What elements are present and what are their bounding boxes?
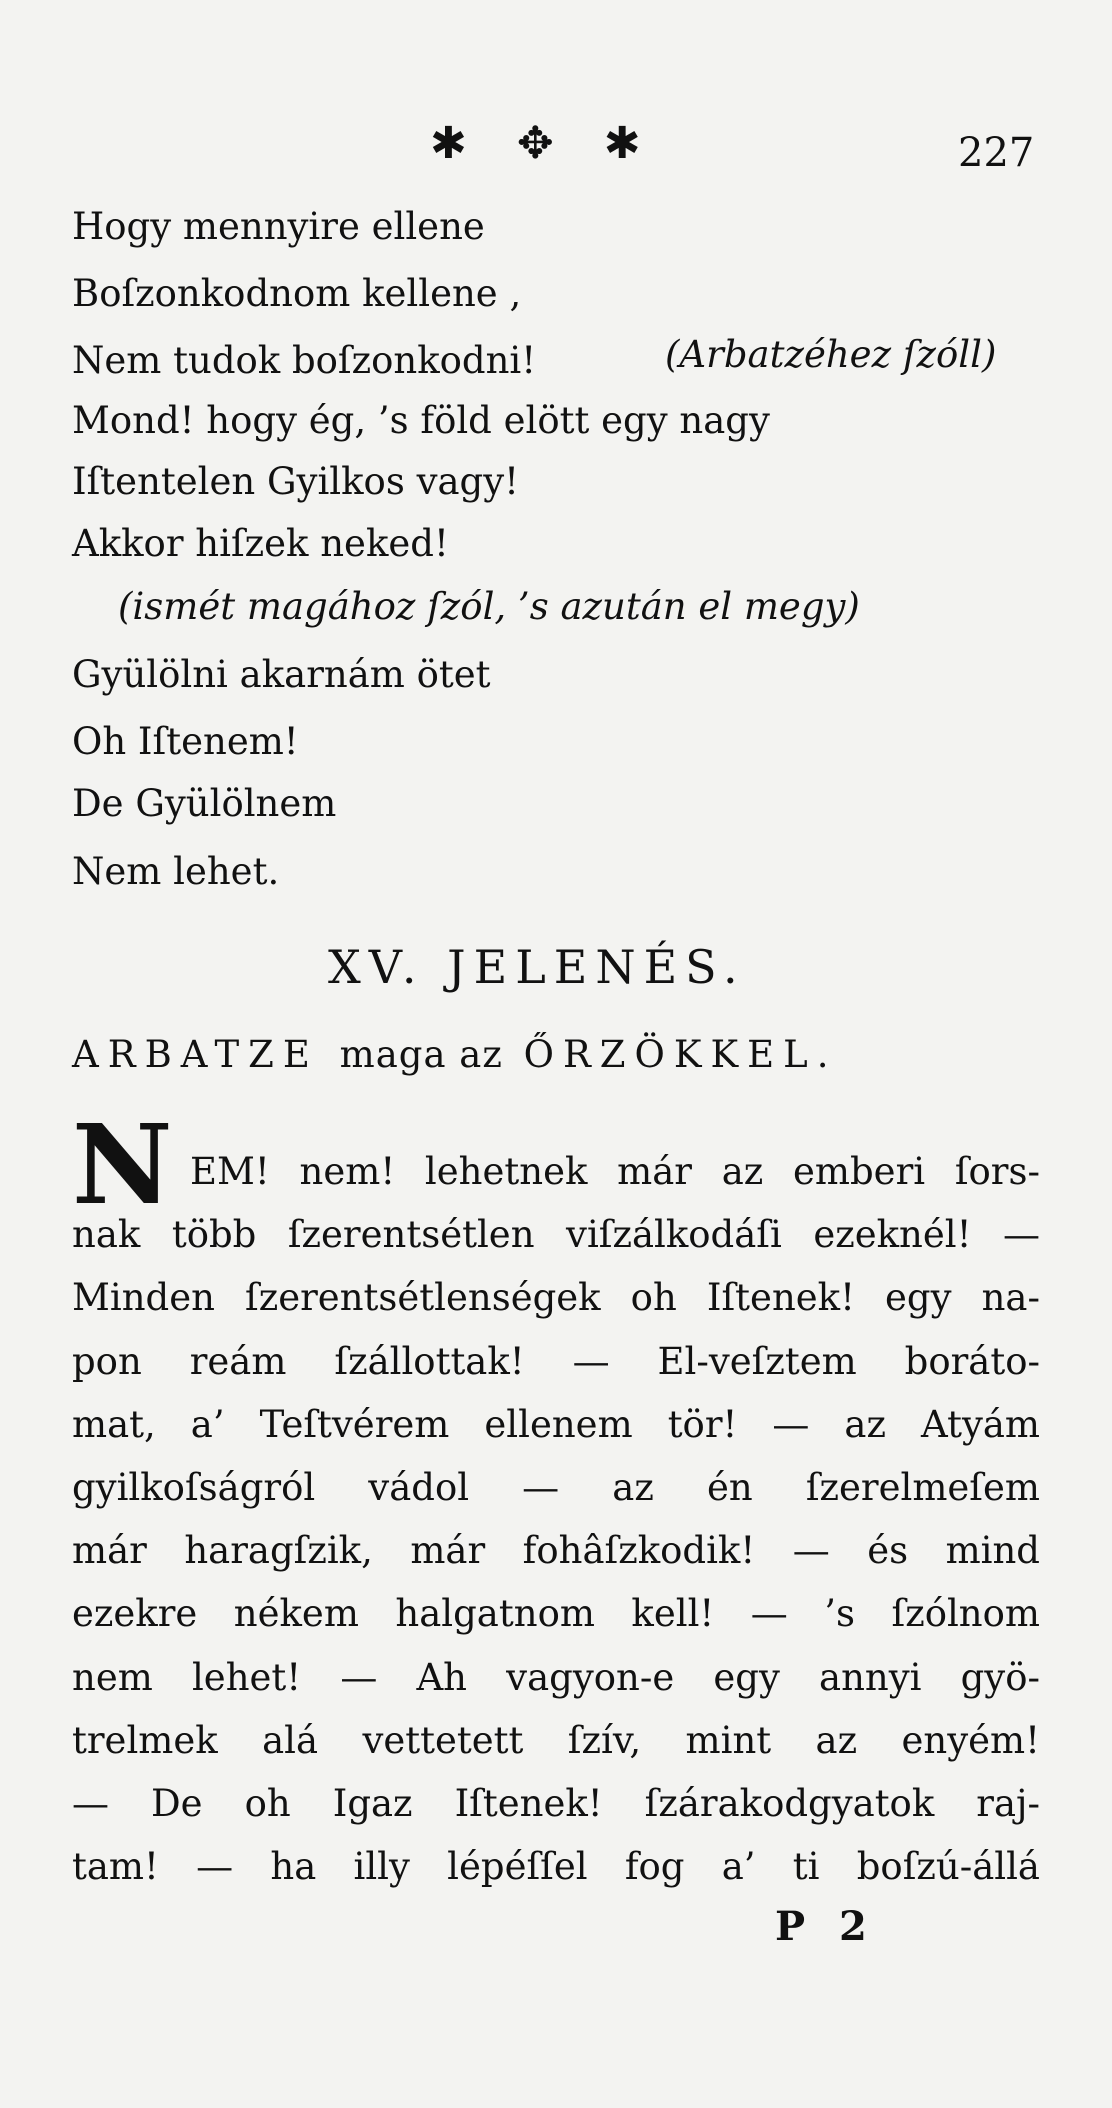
verse-line: Hogy mennyire ellene [72, 205, 485, 248]
verse-line: Akkor hiſzek neked! [72, 522, 449, 565]
drop-cap: N [72, 1100, 173, 1229]
verse-line: Boſzonkodnom kellene , [72, 272, 522, 315]
verse-line: Oh Iſtenem! [72, 720, 299, 763]
verse-line: Nem lehet. [72, 850, 280, 893]
prose-line: pon reám ſzállottak! — El-veſztem boráto- [72, 1340, 1040, 1383]
prose-line: tam! — ha illy lépéſſel fog a’ ti boſzú-állá [72, 1845, 1040, 1888]
page-number: 227 [958, 130, 1035, 176]
stage-direction: (Arbatzéhez ſzóll) [665, 333, 997, 376]
prose-line: EM! nem! lehetnek már az emberi ſors- [190, 1150, 1040, 1193]
character-name: ARBATZE [72, 1033, 319, 1076]
prose-line: — De oh Igaz Iſtenek! ſzárakodgyatok raj- [72, 1782, 1040, 1825]
prose-line: trelmek alá vettetett ſzív, mint az enyém! [72, 1719, 1040, 1762]
prose-line: nak több ſzerentsétlen viſzálkodáſi ezeknél! — [72, 1213, 1040, 1256]
verse-line: Mond! hogy ég, ’s föld elött egy nagy [72, 399, 770, 442]
verse-line: Nem tudok boſzonkodni! [72, 339, 537, 382]
scene-heading: XV. JELENÉS. [328, 940, 746, 994]
character-connector: maga az [339, 1033, 503, 1076]
verse-line: Iſtentelen Gyilkos vagy! [72, 460, 519, 503]
verse-line: De Gyülölnem [72, 782, 337, 825]
prose-line: gyilkoſságról vádol — az én ſzerelmeſem [72, 1466, 1040, 1509]
stage-direction: (ismét magához ſzól, ’s azután el megy) [118, 585, 860, 628]
prose-line: már haragſzik, már fohâſzkodik! — és mind [72, 1529, 1040, 1572]
prose-line: nem lehet! — Ah vagyon-e egy annyi gyö- [72, 1656, 1040, 1699]
character-name: ŐRZÖKKEL. [523, 1033, 838, 1076]
signature-mark: P 2 [775, 1903, 877, 1950]
prose-line: Minden ſzerentsétlenségek oh Iſtenek! egy na- [72, 1276, 1040, 1319]
prose-line: mat, a’ Teſtvérem ellenem tör! — az Atyám [72, 1403, 1040, 1446]
verse-line: Gyülölni akarnám ötet [72, 653, 491, 696]
header-ornament: ✱ ✥ ✱ [430, 118, 659, 169]
scene-characters [72, 1033, 837, 1076]
prose-line: ezekre nékem halgatnom kell! — ’s ſzólnom [72, 1592, 1040, 1635]
